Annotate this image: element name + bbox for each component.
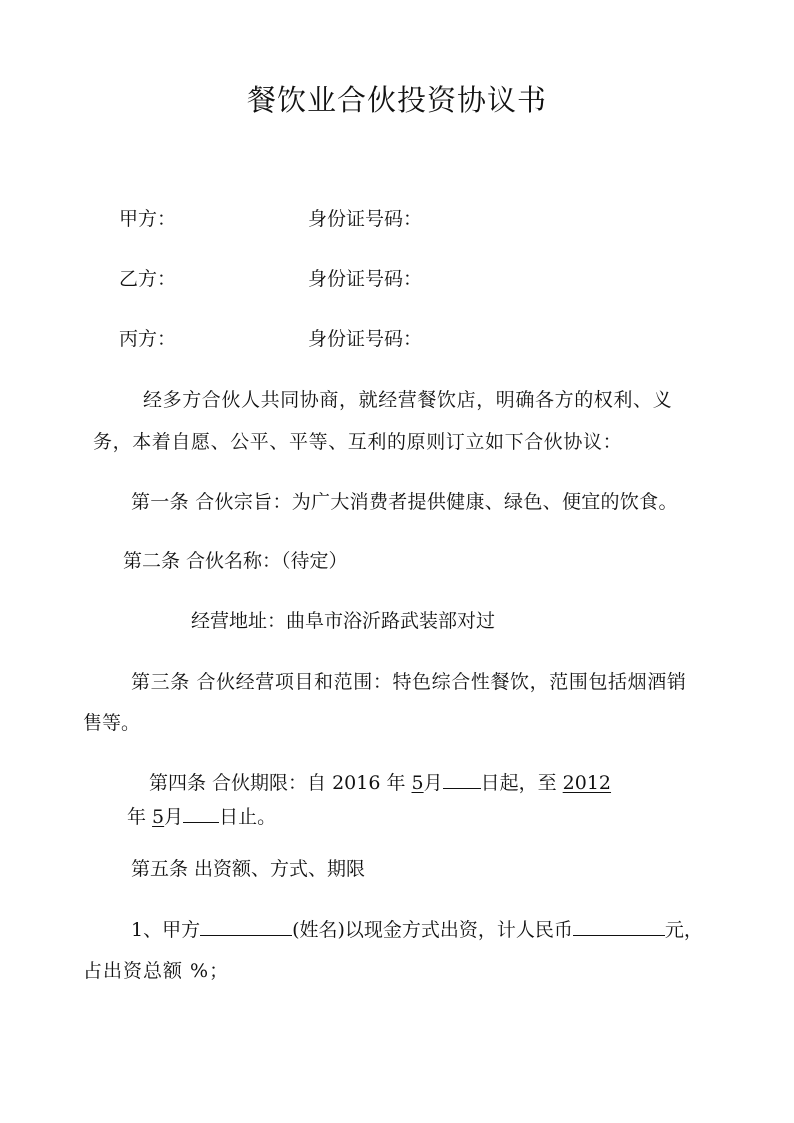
party-a-label: 甲方： [119,208,177,230]
party-b-label: 乙方： [119,268,177,290]
article-4-end-year: 2012 [562,772,612,794]
party-a-amount-blank [573,917,665,936]
clause-1-prefix: 1、甲方 [131,919,201,941]
article-4-line-1 [149,770,611,795]
article-4-line-2 [127,804,276,829]
article-4-end-month: 5 [152,806,165,828]
party-c-id-label: 身份证号码： [308,328,423,350]
article-4-month-char: 月 [423,772,443,794]
clause-1-mid: (姓名)以现金方式出资，计人民币 [292,919,573,941]
business-address: 经营地址：曲阜市浴沂路武装部对过 [191,610,496,632]
intro-line-2: 务，本着自愿、公平、平等、互利的原则订立如下合伙协议： [93,431,623,453]
clause-1-line-1 [131,917,703,942]
article-4-mid: 日起，至 [480,772,563,794]
party-a-name-blank [200,917,292,936]
article-4-end-suffix: 日止。 [219,806,277,828]
clause-1-suffix: 元， [664,919,703,941]
article-3-line-1: 第三条 合伙经营项目和范围：特色综合性餐饮，范围包括烟酒销 [131,671,687,693]
start-day-blank [443,770,481,789]
party-a-id-label: 身份证号码： [308,208,423,230]
end-day-blank [183,804,219,823]
party-c-label: 丙方： [119,328,177,350]
document-title: 餐饮业合伙投资协议书 [246,83,547,117]
clause-1-line-2: 占出资总额 %； [83,960,230,982]
article-3-line-2: 售等。 [83,712,141,734]
article-2: 第二条 合伙名称：（待定） [123,550,348,572]
article-4-prefix: 第四条 合伙期限：自 2016 年 [149,772,412,794]
article-4-year-char: 年 [127,806,153,828]
article-1: 第一条 合伙宗旨：为广大消费者提供健康、绿色、便宜的饮食。 [131,491,678,513]
article-4-month-char-2: 月 [164,806,184,828]
intro-line-1: 经多方合伙人共同协商，就经营餐饮店，明确各方的权利、义 [143,389,673,411]
party-b-id-label: 身份证号码： [308,268,423,290]
article-5: 第五条 出资额、方式、期限 [131,858,366,880]
article-4-start-month: 5 [411,772,424,794]
